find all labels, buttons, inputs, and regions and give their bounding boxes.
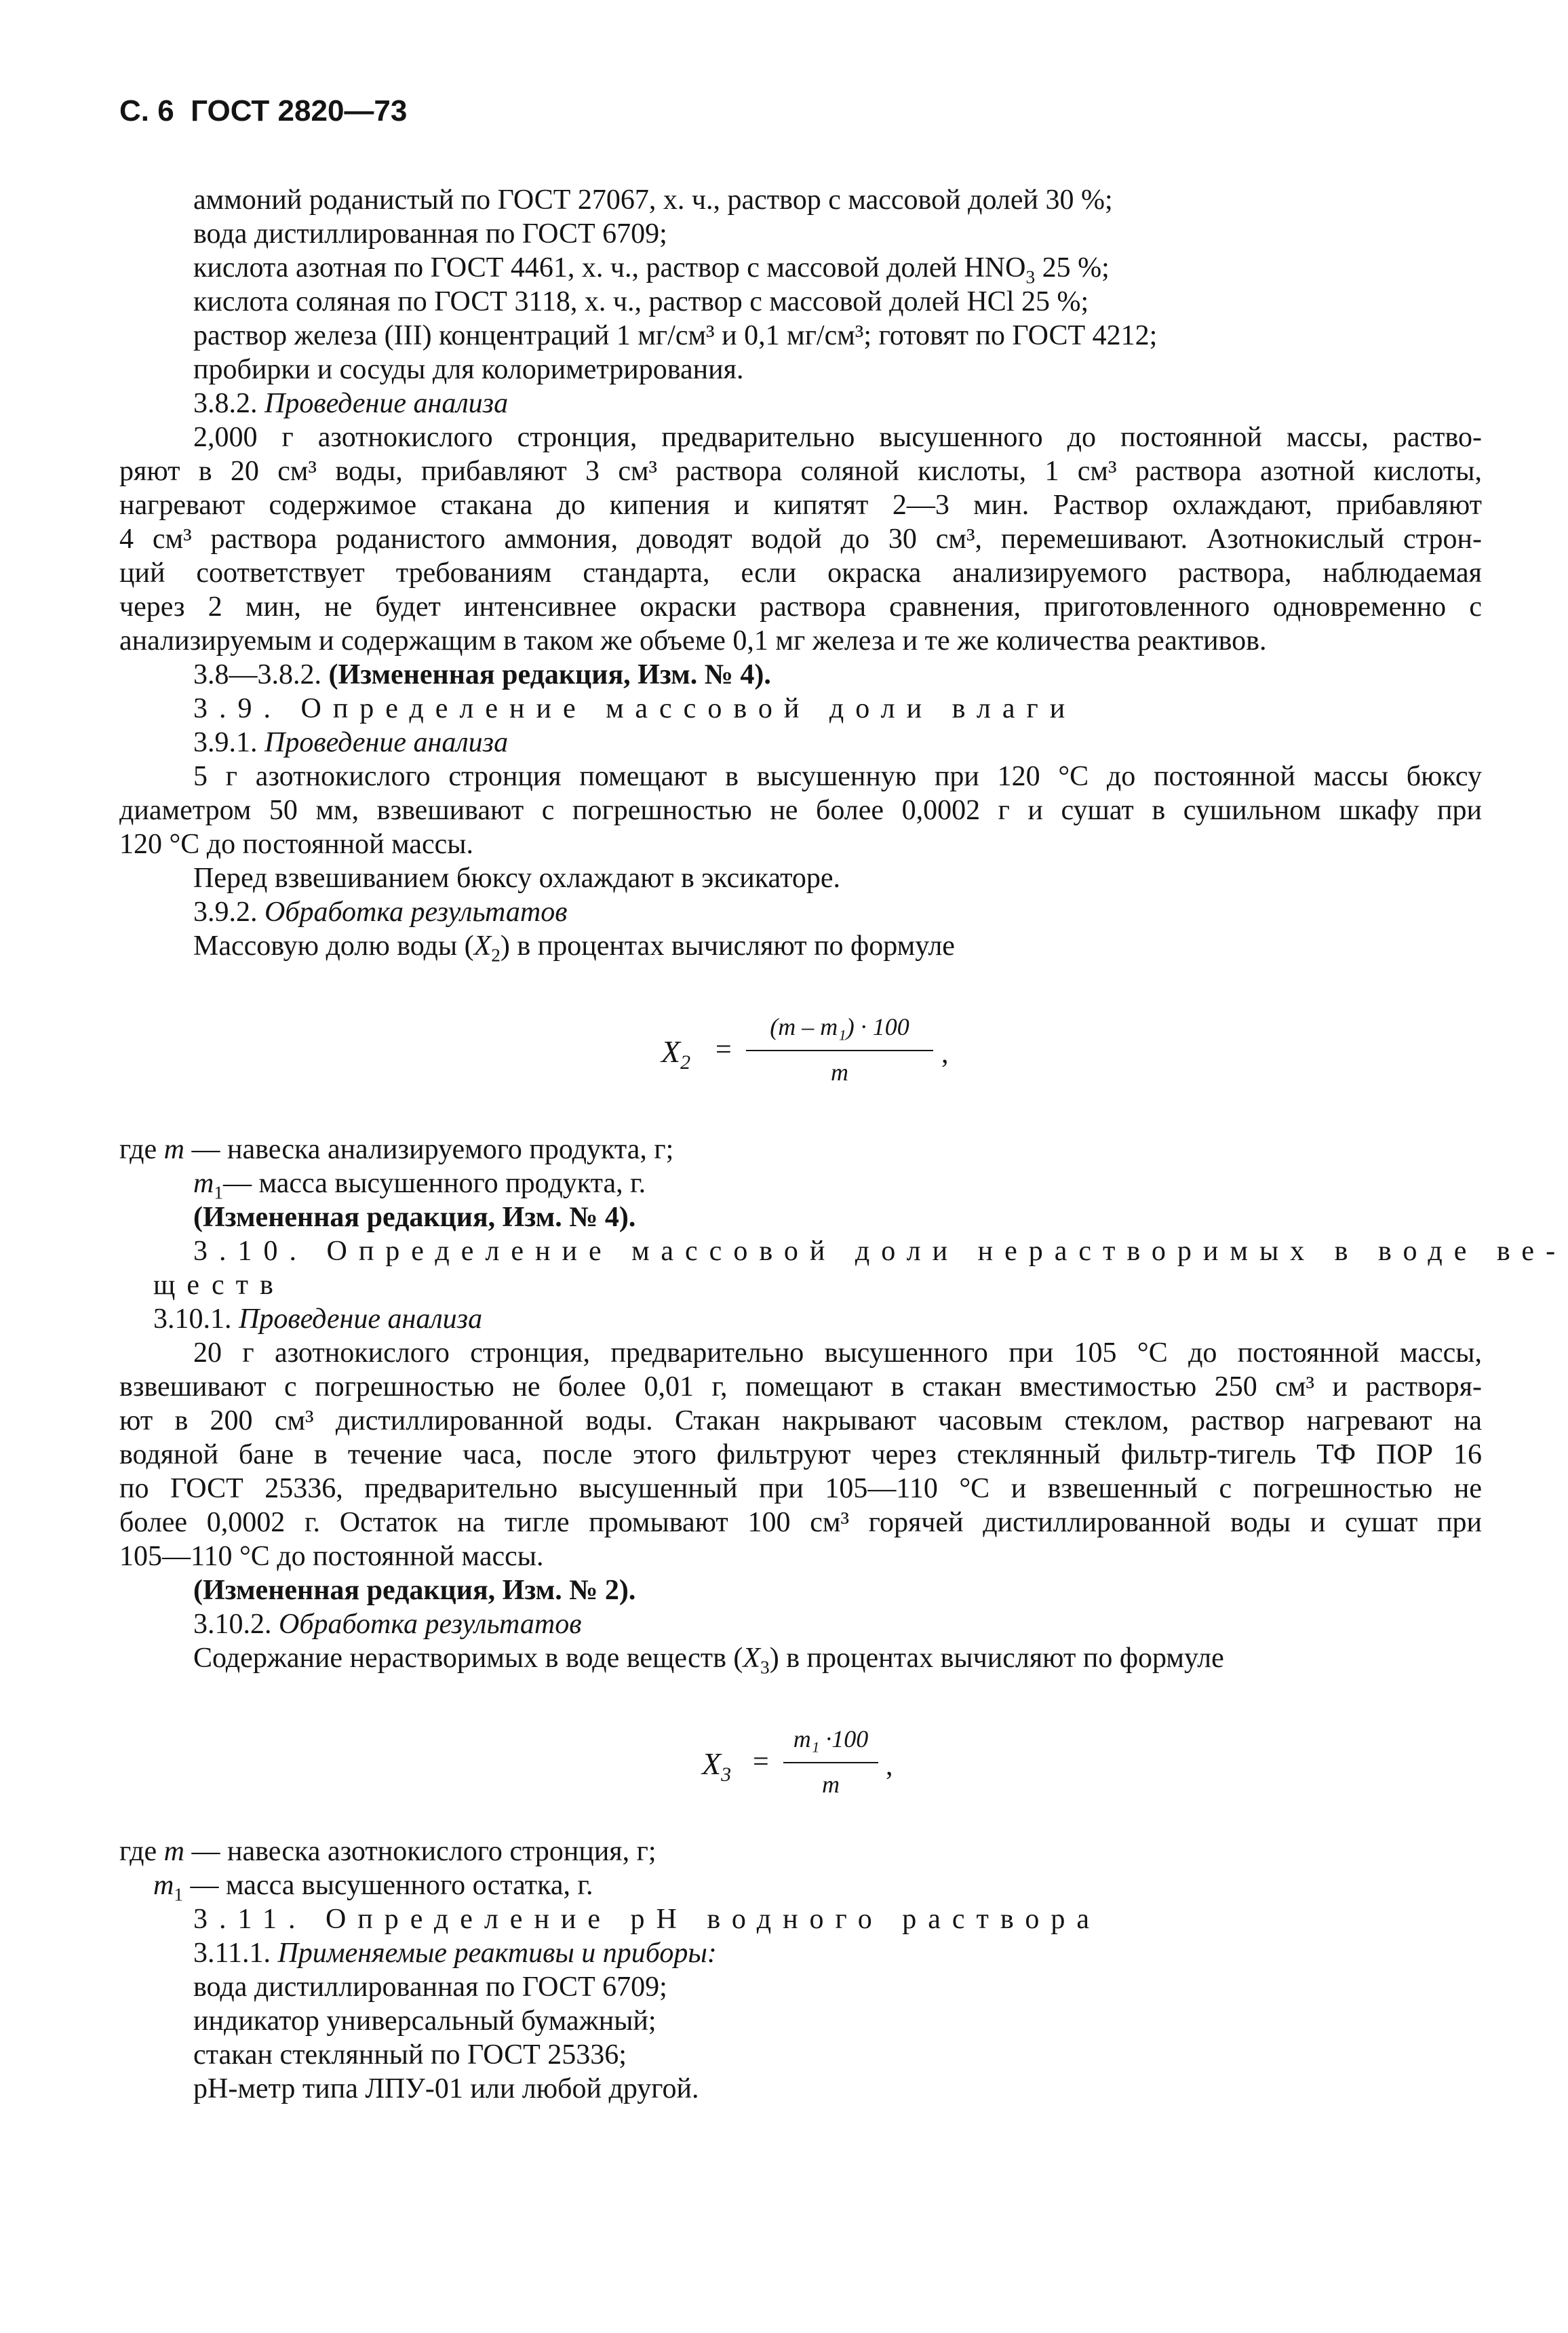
amendment-note: (Измененная редакция, Изм. № 2). <box>193 1575 636 1606</box>
text-line: Массовую долю воды $(X_2)$ в процентах вычисляют по формуле <box>193 930 955 966</box>
formula-denominator: m <box>822 1771 840 1798</box>
formula-equals: = <box>716 1034 732 1065</box>
text-line: 120 °С до постоянной массы. <box>119 829 474 860</box>
text-line: Содержание нерастворимых в воде веществ $(X_3)$ в процентах вычисляют по формуле <box>193 1643 1224 1678</box>
page-header <box>119 94 407 129</box>
text-line: $m_1$ — масса высушенного остатка, г. <box>153 1870 593 1905</box>
text-line: 20 г азотнокислого стронция, предварительно высушенного при 105 °С до постоянной массы, <box>193 1337 1482 1369</box>
text-line: раствор железа (III) концентраций 1 мг/см³ и 0,1 мг/см³; готовят по ГОСТ 4212; <box>193 320 1158 351</box>
text-line: нагревают содержимое стакана до кипения и кипятят 2—3 мин. Раствор охлаждают, прибавляют <box>119 490 1482 521</box>
page-number: С. 6 <box>119 94 174 128</box>
text-line: пробирки и сосуды для колориметрирования. <box>193 354 744 385</box>
text-line: 4 см³ раствора роданистого аммония, доводят водой до 30 см³, перемешивают. Азотнокислый строн- <box>119 524 1482 555</box>
section-heading: ществ <box>153 1270 285 1301</box>
text-line: $m_1—$ масса высушенного продукта, г. <box>193 1168 646 1203</box>
text-line: 2,000 г азотнокислого стронция, предварительно высушенного до постоянной массы, раство- <box>193 422 1482 453</box>
fraction-bar <box>746 1050 933 1051</box>
formula-numerator: m₁ ·100 <box>793 1725 869 1752</box>
text-line: Перед взвешиванием бюксу охлаждают в эксикаторе. <box>193 863 841 894</box>
section-heading: 3.9.2. Обработка результатов <box>193 897 568 928</box>
text-line: диаметром 50 мм, взвешивают с погрешностью не более 0,0002 г и сушат в сушильном шкафу при <box>119 795 1482 826</box>
text-line: ций соответствует требованиям стандарта, если окраска анализируемого раствора, наблюдаемая <box>119 557 1482 589</box>
section-heading: 3.10. Определение массовой доли нерастворимых в воде ве- <box>193 1236 1567 1267</box>
formula-numerator: (m – m₁) · 100 <box>770 1013 909 1040</box>
text-line: где m — навеска азотнокислого стронция, г; <box>119 1836 656 1867</box>
section-heading: 3.10.2. Обработка результатов <box>193 1609 582 1640</box>
text-line: более 0,0002 г. Остаток на тигле промывают 100 см³ горячей дистиллированной воды и сушат при <box>119 1507 1482 1538</box>
text-line: ряют в 20 см³ воды, прибавляют 3 см³ раствора соляной кислоты, 1 см³ раствора азотной кислоты, <box>119 456 1482 487</box>
section-heading: 3.11.1. Применяемые реактивы и приборы: <box>193 1938 717 1969</box>
amendment-note: (Измененная редакция, Изм. № 4). <box>193 1202 636 1233</box>
amendment-note: 3.8—3.8.2. (Измененная редакция, Изм. № 4). <box>193 659 771 690</box>
section-heading: 3.11. Определение рН водного раствора <box>193 1904 1101 1935</box>
formula-equals: = <box>753 1746 769 1778</box>
text-line: где m — навеска анализируемого продукта, г; <box>119 1134 674 1165</box>
text-line: вода дистиллированная по ГОСТ 6709; <box>193 218 667 250</box>
fraction-bar <box>783 1762 878 1763</box>
text-line: анализируемым и содержащим в таком же объеме 0,1 мг железа и те же количества реактивов. <box>119 625 1267 656</box>
text-line: аммоний роданистый по ГОСТ 27067, х. ч., раствор с массовой долей 30 %; <box>193 184 1113 216</box>
document-id: ГОСТ 2820—73 <box>191 94 408 128</box>
section-heading: 3.10.1. Проведение анализа <box>153 1303 483 1335</box>
text-line: 5 г азотнокислого стронция помещают в высушенную при 120 °С до постоянной массы бюксу <box>193 761 1482 792</box>
list-item: вода дистиллированная по ГОСТ 6709; <box>193 1972 667 2003</box>
section-heading: 3.9. Определение массовой доли влаги <box>193 693 1077 724</box>
text-line: взвешивают с погрешностью не более 0,01 г, помещают в стакан вместимостью 250 см³ и растворя- <box>119 1371 1482 1403</box>
text-line: ют в 200 см³ дистиллированной воды. Стакан накрывают часовым стеклом, раствор нагревают на <box>119 1405 1482 1436</box>
text-line: по ГОСТ 25336, предварительно высушенный при 105—110 °С и взвешенный с погрешностью не <box>119 1473 1482 1504</box>
text-line: кислота азотная по ГОСТ 4461, х. ч., раствор с массовой долей $HNO_3$ 25 %; <box>193 252 1110 288</box>
formula-comma: , <box>941 1038 949 1070</box>
text-line: кислота соляная по ГОСТ 3118, х. ч., раствор с массовой долей HCl 25 %; <box>193 286 1089 317</box>
section-heading: 3.9.1. Проведение анализа <box>193 727 509 758</box>
formula-comma: , <box>886 1750 893 1782</box>
section-heading: 3.8.2. Проведение анализа <box>193 388 509 419</box>
list-item: индикатор универсальный бумажный; <box>193 2005 656 2037</box>
text-line: водяной бане в течение часа, после этого фильтруют через стеклянный фильтр-тигель ТФ ПОР 16 <box>119 1439 1482 1470</box>
text-line: через 2 мин, не будет интенсивнее окраски раствора сравнения, приготовленного одновременно с <box>119 591 1482 623</box>
list-item: стакан стеклянный по ГОСТ 25336; <box>193 2039 627 2071</box>
formula-lhs: $X_3$ <box>702 1746 732 1786</box>
formula-lhs: $X_2$ <box>661 1034 691 1074</box>
formula-denominator: m <box>831 1059 848 1086</box>
list-item: рН-метр типа ЛПУ-01 или любой другой. <box>193 2073 699 2104</box>
text-line: 105—110 °С до постоянной массы. <box>119 1541 544 1572</box>
